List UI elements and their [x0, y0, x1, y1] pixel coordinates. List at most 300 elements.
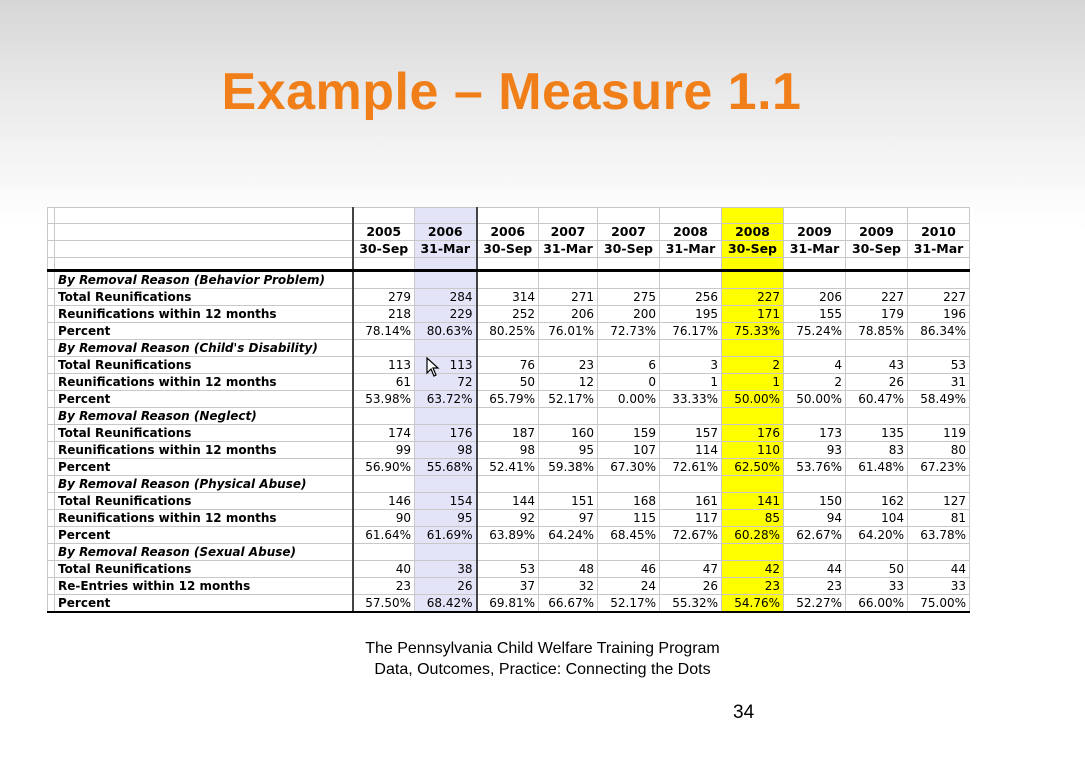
data-cell: 113 [353, 357, 415, 374]
empty-cell [477, 258, 539, 271]
data-cell: 57.50% [353, 595, 415, 613]
data-cell: 200 [598, 306, 660, 323]
empty-cell [660, 408, 722, 425]
empty-cell [539, 340, 598, 357]
data-cell: 171 [722, 306, 784, 323]
data-cell: 154 [415, 493, 477, 510]
data-cell: 284 [415, 289, 477, 306]
empty-cell [415, 476, 477, 493]
data-cell: 176 [722, 425, 784, 442]
empty-cell [660, 208, 722, 224]
data-cell: 78.14% [353, 323, 415, 340]
data-cell: 42 [722, 561, 784, 578]
row-gutter [48, 578, 55, 595]
table-row [48, 527, 970, 544]
data-cell: 119 [908, 425, 970, 442]
empty-cell [784, 208, 846, 224]
empty-cell [784, 258, 846, 271]
row-label: Total Reunifications [55, 289, 353, 306]
empty-cell [784, 408, 846, 425]
row-gutter [48, 374, 55, 391]
empty-cell [598, 258, 660, 271]
data-cell: 157 [660, 425, 722, 442]
data-cell: 161 [660, 493, 722, 510]
data-cell: 66.67% [539, 595, 598, 613]
data-cell: 76.17% [660, 323, 722, 340]
header-corner [55, 224, 353, 241]
data-cell: 68.45% [598, 527, 660, 544]
empty-cell [415, 208, 477, 224]
empty-cell [846, 208, 908, 224]
empty-cell [722, 408, 784, 425]
data-cell: 72.61% [660, 459, 722, 476]
row-gutter [48, 510, 55, 527]
data-cell: 69.81% [477, 595, 539, 613]
row-gutter [48, 595, 55, 613]
column-date: 31-Mar [415, 241, 477, 258]
data-cell: 72.73% [598, 323, 660, 340]
table-row [48, 510, 970, 527]
data-cell: 64.20% [846, 527, 908, 544]
empty-cell [722, 271, 784, 289]
table-row [48, 459, 970, 476]
data-cell: 0.00% [598, 391, 660, 408]
table-row [48, 442, 970, 459]
row-gutter [48, 357, 55, 374]
data-cell: 53.76% [784, 459, 846, 476]
data-cell: 174 [353, 425, 415, 442]
data-cell: 80.25% [477, 323, 539, 340]
data-cell: 155 [784, 306, 846, 323]
row-gutter [48, 442, 55, 459]
empty-cell [908, 208, 970, 224]
column-year: 2007 [539, 224, 598, 241]
row-label: Total Reunifications [55, 425, 353, 442]
data-cell: 104 [846, 510, 908, 527]
data-cell: 26 [660, 578, 722, 595]
data-cell: 59.38% [539, 459, 598, 476]
data-cell: 50 [846, 561, 908, 578]
table-row [48, 289, 970, 306]
data-cell: 53 [477, 561, 539, 578]
data-cell: 80 [908, 442, 970, 459]
data-cell: 24 [598, 578, 660, 595]
row-gutter [48, 306, 55, 323]
row-gutter [48, 340, 55, 357]
data-cell: 44 [784, 561, 846, 578]
data-cell: 206 [784, 289, 846, 306]
empty-cell [846, 340, 908, 357]
empty-cell [660, 340, 722, 357]
data-cell: 1 [722, 374, 784, 391]
column-year: 2005 [353, 224, 415, 241]
data-cell: 33 [908, 578, 970, 595]
data-cell: 114 [660, 442, 722, 459]
data-cell: 38 [415, 561, 477, 578]
data-cell: 62.50% [722, 459, 784, 476]
data-cell: 195 [660, 306, 722, 323]
data-cell: 127 [908, 493, 970, 510]
data-cell: 60.28% [722, 527, 784, 544]
row-label: Total Reunifications [55, 561, 353, 578]
data-cell: 32 [539, 578, 598, 595]
data-cell: 98 [415, 442, 477, 459]
column-year: 2006 [415, 224, 477, 241]
table-row [48, 391, 970, 408]
empty-cell [477, 408, 539, 425]
empty-cell [660, 271, 722, 289]
table-row [48, 578, 970, 595]
data-cell: 227 [846, 289, 908, 306]
empty-cell [722, 544, 784, 561]
section-heading-row [48, 271, 970, 289]
row-label: Reunifications within 12 months [55, 442, 353, 459]
data-cell: 52.17% [598, 595, 660, 613]
section-heading: By Removal Reason (Child's Disability) [55, 340, 353, 357]
data-cell: 93 [784, 442, 846, 459]
empty-cell [908, 476, 970, 493]
column-date: 30-Sep [846, 241, 908, 258]
empty-cell [722, 208, 784, 224]
empty-cell [415, 340, 477, 357]
row-label [55, 258, 353, 271]
data-cell: 48 [539, 561, 598, 578]
data-cell: 23 [722, 578, 784, 595]
data-cell: 76 [477, 357, 539, 374]
row-gutter [48, 476, 55, 493]
data-cell: 146 [353, 493, 415, 510]
page-number: 34 [733, 702, 755, 723]
data-cell: 98 [477, 442, 539, 459]
data-cell: 67.30% [598, 459, 660, 476]
empty-cell [477, 544, 539, 561]
data-cell: 99 [353, 442, 415, 459]
data-cell: 113 [415, 357, 477, 374]
column-year: 2008 [660, 224, 722, 241]
data-cell: 55.68% [415, 459, 477, 476]
data-cell: 95 [539, 442, 598, 459]
data-cell: 75.24% [784, 323, 846, 340]
empty-cell [353, 271, 415, 289]
slide-title: Example – Measure 1.1 [221, 63, 802, 121]
data-cell: 43 [846, 357, 908, 374]
row-label: Reunifications within 12 months [55, 374, 353, 391]
data-cell: 94 [784, 510, 846, 527]
row-label: Percent [55, 391, 353, 408]
data-cell: 67.23% [908, 459, 970, 476]
empty-cell [477, 208, 539, 224]
data-cell: 75.00% [908, 595, 970, 613]
data-cell: 92 [477, 510, 539, 527]
data-cell: 95 [415, 510, 477, 527]
data-cell: 52.41% [477, 459, 539, 476]
column-date: 31-Mar [784, 241, 846, 258]
empty-cell [598, 476, 660, 493]
data-cell: 40 [353, 561, 415, 578]
empty-cell [477, 340, 539, 357]
data-cell: 144 [477, 493, 539, 510]
row-gutter [48, 258, 55, 271]
section-heading: By Removal Reason (Behavior Problem) [55, 271, 353, 289]
row-label [55, 208, 353, 224]
data-cell: 168 [598, 493, 660, 510]
column-date: 31-Mar [908, 241, 970, 258]
empty-cell [539, 258, 598, 271]
empty-cell [784, 271, 846, 289]
data-cell: 23 [784, 578, 846, 595]
data-cell: 50 [477, 374, 539, 391]
data-cell: 227 [722, 289, 784, 306]
data-cell: 50.00% [784, 391, 846, 408]
section-heading-row [48, 544, 970, 561]
column-date: 30-Sep [722, 241, 784, 258]
data-cell: 61.48% [846, 459, 908, 476]
footer-line-2: Data, Outcomes, Practice: Connecting the Dots [374, 661, 711, 678]
section-heading: By Removal Reason (Physical Abuse) [55, 476, 353, 493]
empty-cell [846, 408, 908, 425]
empty-cell [598, 544, 660, 561]
data-cell: 54.76% [722, 595, 784, 613]
empty-cell [660, 544, 722, 561]
data-cell: 90 [353, 510, 415, 527]
row-label: Reunifications within 12 months [55, 306, 353, 323]
data-cell: 52.27% [784, 595, 846, 613]
empty-cell [353, 476, 415, 493]
data-table [47, 207, 970, 613]
data-cell: 97 [539, 510, 598, 527]
footer-line-1: The Pennsylvania Child Welfare Training Program [365, 640, 720, 657]
data-cell: 4 [784, 357, 846, 374]
data-cell: 86.34% [908, 323, 970, 340]
empty-cell [477, 476, 539, 493]
row-gutter [48, 425, 55, 442]
empty-cell [784, 340, 846, 357]
row-gutter [48, 241, 55, 258]
column-year: 2006 [477, 224, 539, 241]
data-cell: 26 [846, 374, 908, 391]
data-cell: 6 [598, 357, 660, 374]
empty-cell [660, 476, 722, 493]
data-cell: 150 [784, 493, 846, 510]
row-label: Percent [55, 595, 353, 613]
empty-cell [784, 544, 846, 561]
data-cell: 33 [846, 578, 908, 595]
column-year: 2009 [784, 224, 846, 241]
data-cell: 31 [908, 374, 970, 391]
row-label: Total Reunifications [55, 493, 353, 510]
data-cell: 206 [539, 306, 598, 323]
mouse-cursor-icon [426, 357, 440, 377]
data-cell: 160 [539, 425, 598, 442]
section-heading: By Removal Reason (Sexual Abuse) [55, 544, 353, 561]
data-cell: 58.49% [908, 391, 970, 408]
empty-cell [598, 271, 660, 289]
column-date: 31-Mar [660, 241, 722, 258]
data-cell: 196 [908, 306, 970, 323]
data-cell: 53.98% [353, 391, 415, 408]
row-gutter [48, 224, 55, 241]
data-cell: 63.89% [477, 527, 539, 544]
data-cell: 80.63% [415, 323, 477, 340]
data-cell: 110 [722, 442, 784, 459]
data-cell: 218 [353, 306, 415, 323]
row-label: Reunifications within 12 months [55, 510, 353, 527]
empty-cell [353, 208, 415, 224]
empty-cell [846, 258, 908, 271]
data-cell: 141 [722, 493, 784, 510]
data-cell: 252 [477, 306, 539, 323]
column-date: 30-Sep [353, 241, 415, 258]
data-cell: 176 [415, 425, 477, 442]
empty-cell [784, 476, 846, 493]
data-cell: 135 [846, 425, 908, 442]
data-cell: 2 [784, 374, 846, 391]
data-cell: 55.32% [660, 595, 722, 613]
table-row [48, 425, 970, 442]
data-cell: 275 [598, 289, 660, 306]
empty-cell [908, 258, 970, 271]
data-cell: 50.00% [722, 391, 784, 408]
data-cell: 46 [598, 561, 660, 578]
empty-cell [539, 208, 598, 224]
table-row [48, 561, 970, 578]
row-gutter [48, 271, 55, 289]
header-year-row [48, 224, 970, 241]
header-corner [55, 241, 353, 258]
table-row [48, 306, 970, 323]
column-date: 30-Sep [477, 241, 539, 258]
row-gutter [48, 493, 55, 510]
data-cell: 227 [908, 289, 970, 306]
data-cell: 63.72% [415, 391, 477, 408]
data-cell: 179 [846, 306, 908, 323]
data-cell: 62.67% [784, 527, 846, 544]
empty-cell [598, 340, 660, 357]
empty-cell [415, 258, 477, 271]
data-cell: 44 [908, 561, 970, 578]
data-cell: 23 [353, 578, 415, 595]
empty-cell [846, 271, 908, 289]
row-label: Percent [55, 459, 353, 476]
data-cell: 159 [598, 425, 660, 442]
empty-cell [598, 208, 660, 224]
footer [0, 638, 1085, 680]
column-year: 2009 [846, 224, 908, 241]
column-date: 30-Sep [598, 241, 660, 258]
data-cell: 68.42% [415, 595, 477, 613]
empty-cell [415, 408, 477, 425]
header-date-row [48, 241, 970, 258]
data-cell: 271 [539, 289, 598, 306]
row-gutter [48, 459, 55, 476]
data-cell: 61.69% [415, 527, 477, 544]
data-cell: 33.33% [660, 391, 722, 408]
data-cell: 26 [415, 578, 477, 595]
empty-cell [598, 408, 660, 425]
data-cell: 64.24% [539, 527, 598, 544]
empty-cell [722, 258, 784, 271]
data-cell: 256 [660, 289, 722, 306]
data-cell: 117 [660, 510, 722, 527]
data-cell: 56.90% [353, 459, 415, 476]
section-heading-row [48, 408, 970, 425]
row-gutter [48, 527, 55, 544]
row-label: Total Reunifications [55, 357, 353, 374]
data-cell: 78.85% [846, 323, 908, 340]
column-year: 2008 [722, 224, 784, 241]
data-cell: 1 [660, 374, 722, 391]
table-row [48, 323, 970, 340]
data-cell: 83 [846, 442, 908, 459]
empty-cell [353, 544, 415, 561]
empty-cell [846, 476, 908, 493]
data-cell: 3 [660, 357, 722, 374]
empty-cell [477, 271, 539, 289]
data-cell: 81 [908, 510, 970, 527]
empty-cell [722, 476, 784, 493]
table-row [48, 374, 970, 391]
empty-cell [908, 544, 970, 561]
data-cell: 107 [598, 442, 660, 459]
section-heading-row [48, 340, 970, 357]
data-cell: 61 [353, 374, 415, 391]
row-gutter [48, 208, 55, 224]
data-cell: 65.79% [477, 391, 539, 408]
data-cell: 72.67% [660, 527, 722, 544]
empty-cell [722, 340, 784, 357]
data-cell: 53 [908, 357, 970, 374]
data-cell: 187 [477, 425, 539, 442]
spreadsheet [47, 207, 975, 610]
data-cell: 279 [353, 289, 415, 306]
data-cell: 75.33% [722, 323, 784, 340]
empty-cell [539, 544, 598, 561]
data-cell: 23 [539, 357, 598, 374]
column-year: 2010 [908, 224, 970, 241]
table-row [48, 357, 970, 374]
table-row [48, 493, 970, 510]
data-cell: 115 [598, 510, 660, 527]
data-cell: 229 [415, 306, 477, 323]
data-cell: 52.17% [539, 391, 598, 408]
empty-cell [539, 408, 598, 425]
empty-cell [908, 340, 970, 357]
data-cell: 12 [539, 374, 598, 391]
data-cell: 76.01% [539, 323, 598, 340]
empty-cell [415, 544, 477, 561]
row-gutter [48, 544, 55, 561]
empty-row [48, 258, 970, 271]
empty-cell [539, 271, 598, 289]
row-gutter [48, 289, 55, 306]
section-heading-row [48, 476, 970, 493]
row-gutter [48, 561, 55, 578]
empty-cell [539, 476, 598, 493]
data-cell: 151 [539, 493, 598, 510]
data-cell: 72 [415, 374, 477, 391]
empty-row [48, 208, 970, 224]
empty-cell [353, 258, 415, 271]
empty-cell [908, 271, 970, 289]
empty-cell [415, 271, 477, 289]
empty-cell [353, 408, 415, 425]
column-date: 31-Mar [539, 241, 598, 258]
empty-cell [353, 340, 415, 357]
data-cell: 314 [477, 289, 539, 306]
empty-cell [908, 408, 970, 425]
data-cell: 60.47% [846, 391, 908, 408]
row-gutter [48, 408, 55, 425]
